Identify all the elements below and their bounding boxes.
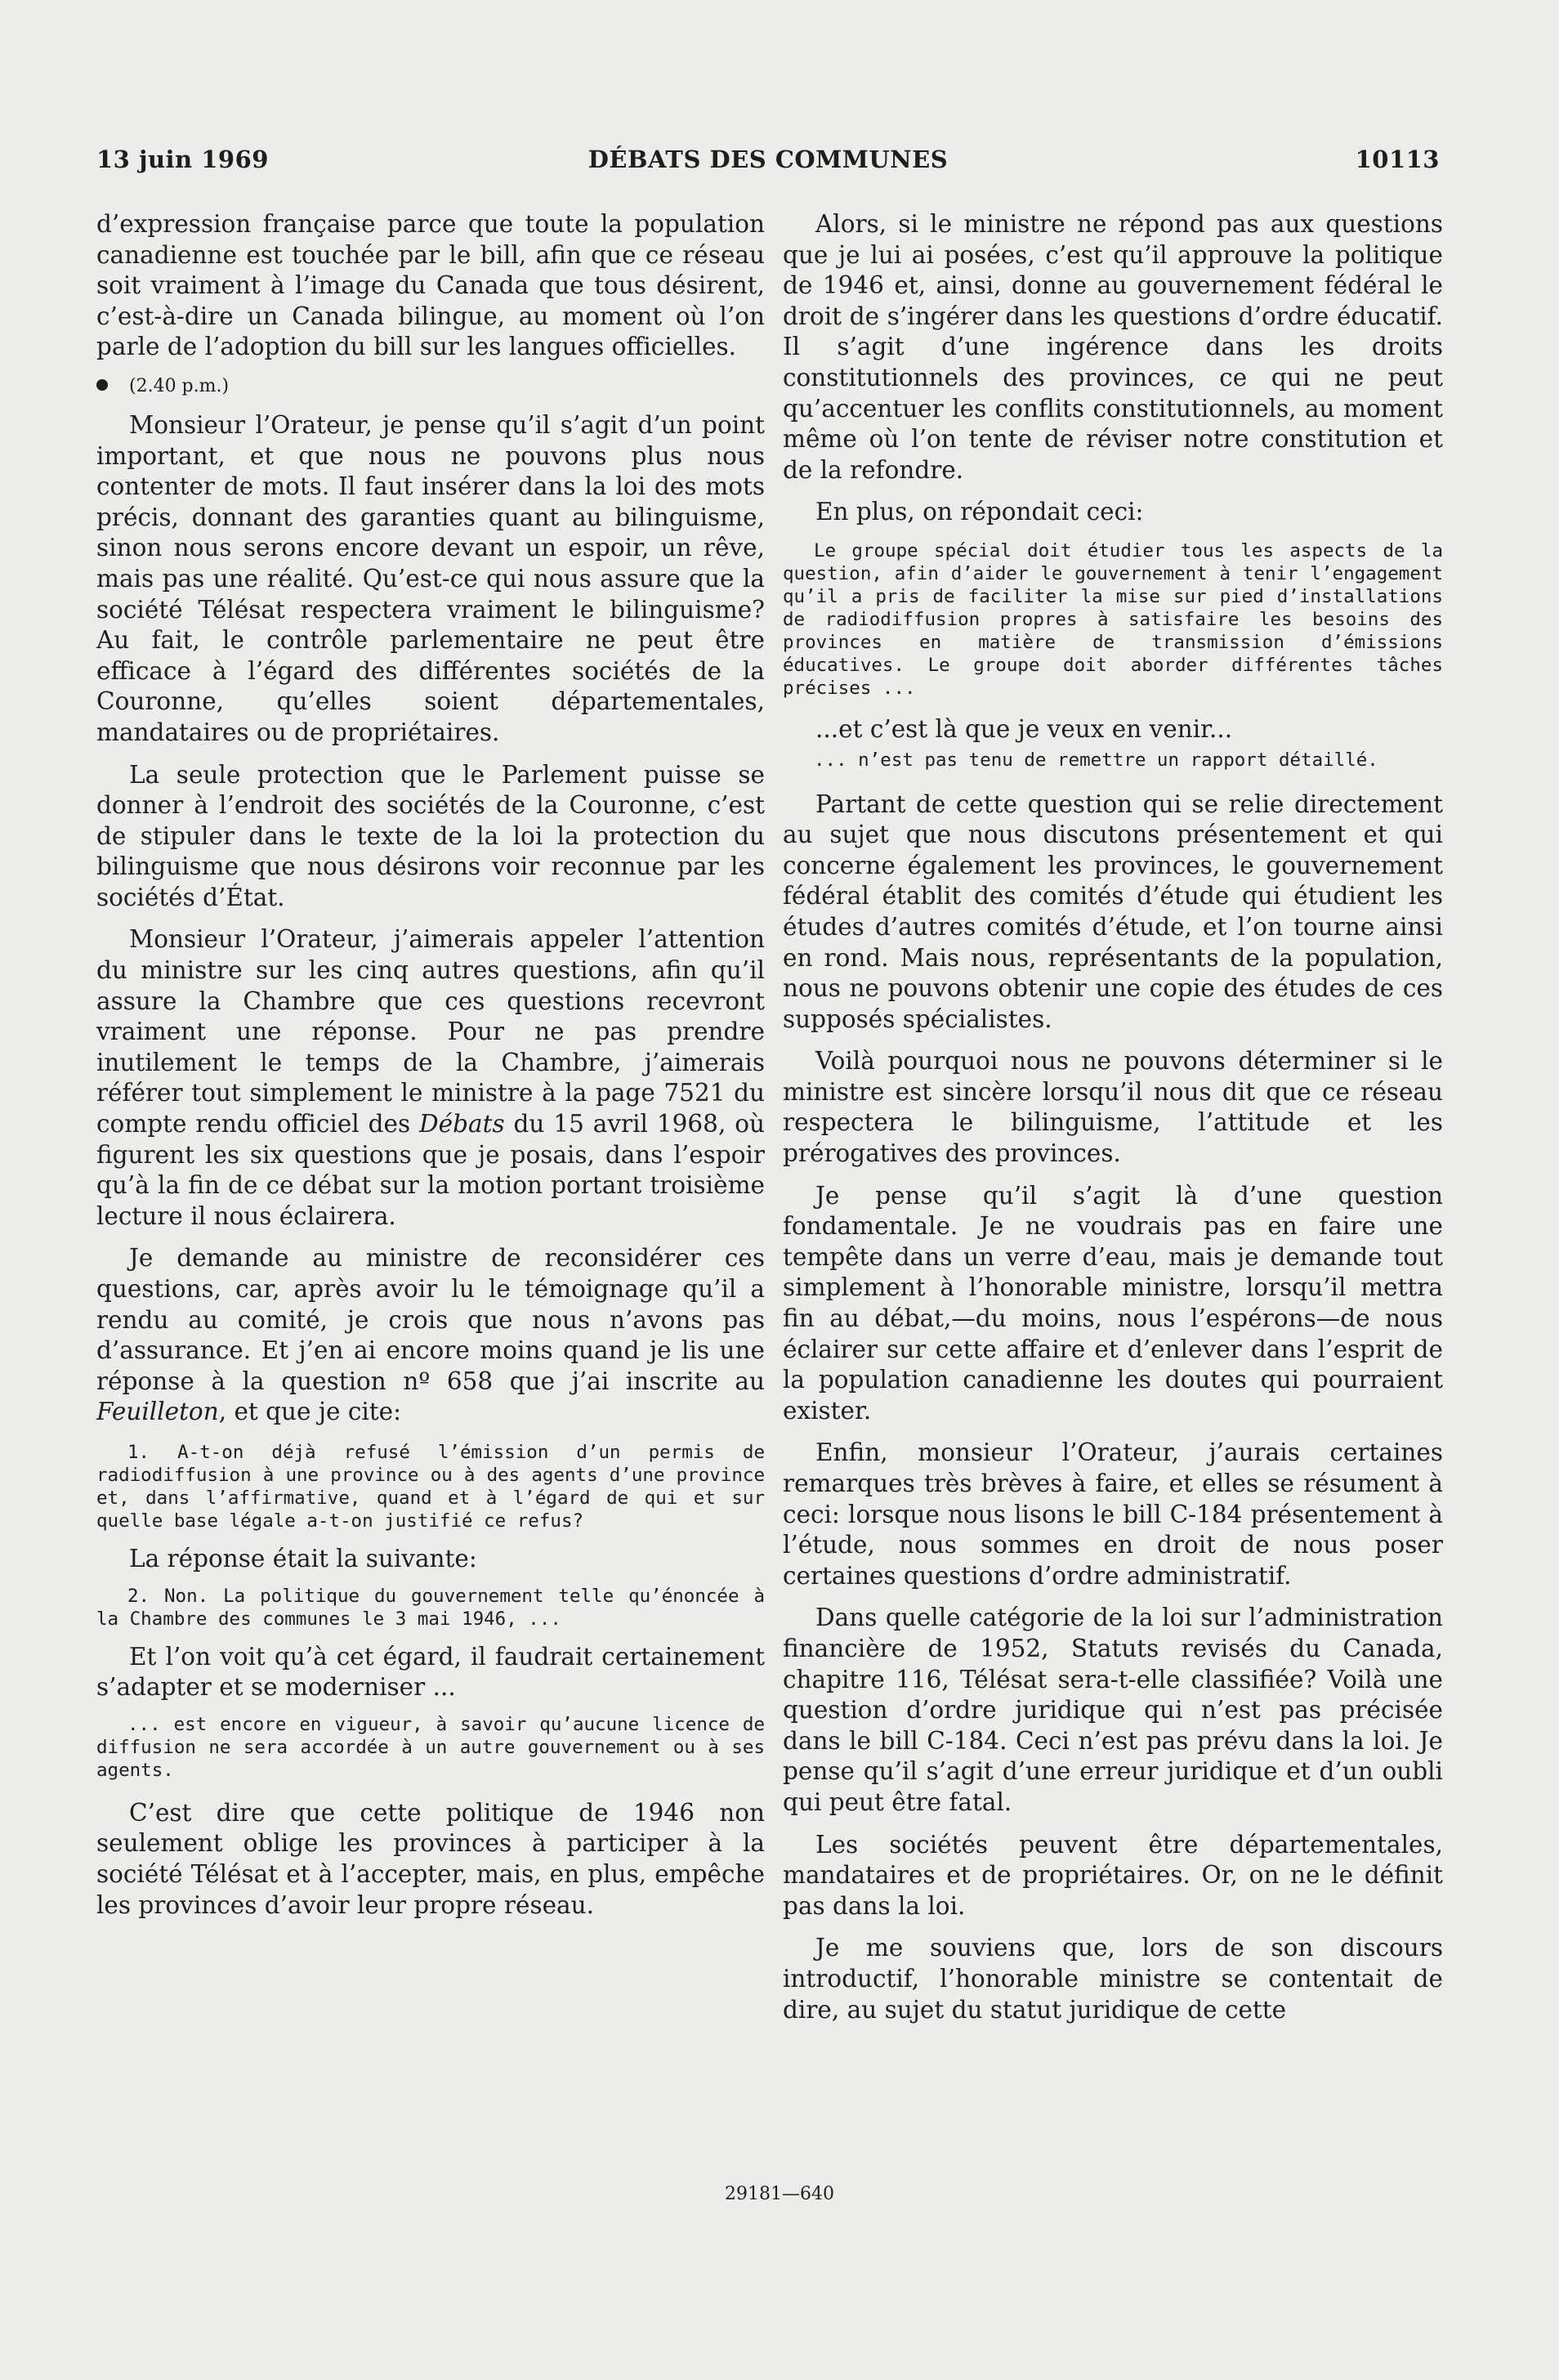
paragraph: ...et c’est là que je veux en venir... bbox=[815, 714, 1233, 743]
left-column bbox=[96, 209, 765, 1921]
paragraph: C’est dire que cette politique de 1946 non seulement oblige les provinces à participer à la société Télésat et à l’accepter, mais, en plus, empêche les provinces d’avoir leur propre réseau. bbox=[96, 1798, 765, 1919]
paragraph: Et l’on voit qu’à cet égard, il faudrait certainement s’adapter et se moderniser ... bbox=[96, 1642, 765, 1702]
paragraph: Enfin, monsieur l’Orateur, j’aurais certaines remarques très brèves à faire, et elles se résument à ceci: lorsque nous lisons le bill C-184 présentement à l’étude, nous sommes en droit de nous poser certaines questions d’ordre administratif. bbox=[783, 1438, 1443, 1590]
right-column bbox=[783, 209, 1443, 2025]
italic-run: Feuilleton bbox=[96, 1398, 219, 1426]
text-run: Monsieur l’Orateur, j’aimerais appeler l’attention du ministre sur les cinq autres questions, afin qu’il assure la Chambre que ces questions recevront vraiment une réponse. Pour ne pas prendre inutilement le temps de la Chambre, j’aimerais référer tout simplement le ministre à la page 7521 du compte rendu officiel des bbox=[96, 925, 765, 1139]
quotation: 1. A-t-on déjà refusé l’émission d’un permis de radiodiffusion à une province ou à des agents d’une province et, dans l’affirmative, quand et à l’égard de qui et sur quelle base légale a-t-on justifié ce refus? bbox=[96, 1441, 765, 1532]
time-text: (2.40 p.m.) bbox=[129, 375, 230, 396]
paragraph: Je me souviens que, lors de son discours introductif, l’honorable ministre se contentait de dire, au sujet du statut juridique de cette bbox=[783, 1934, 1443, 2024]
paragraph: Partant de cette question qui se relie directement au sujet que nous discutons présentement et qui concerne également les provinces, le gouvernement fédéral établit des comités d’étude qui étudient les études d’autres comités d’étude, et l’on tourne ainsi en rond. Mais nous, représentants de la population, nous ne pouvons obtenir une copie des études de ces supposés spécialistes. bbox=[783, 790, 1443, 1033]
text-run: , et que je cite: bbox=[218, 1398, 402, 1426]
header-date: 13 juin 1969 bbox=[96, 145, 269, 173]
page-header bbox=[96, 145, 1440, 183]
paragraph bbox=[96, 924, 765, 1232]
quotation: 2. Non. La politique du gouvernement telle qu’énoncée à la Chambre des communes le 3 mai 1946, ... bbox=[96, 1585, 765, 1630]
quotation: Le groupe spécial doit étudier tous les aspects de la question, afin d’aider le gouvernement à tenir l’engagement qu’il a pris de faciliter la mise sur pied d’installations de radiodiffusion propres à satisfaire les besoins des provinces en matière de transmission d’émissions éducatives. Le groupe doit aborder différentes tâches précises ... bbox=[783, 539, 1443, 699]
paragraph: Monsieur l’Orateur, je pense qu’il s’agit d’un point important, et que nous ne pouvons plus nous contenter de mots. Il faut insérer dans la loi des mots précis, donnant des garanties quant au bilinguisme, sinon nous serons encore devant un espoir, un rêve, mais pas une réalité. Qu’est-ce qui nous assure que la société Télésat respectera vraiment le bilinguisme? Au fait, le contrôle parlementaire ne peut être efficace à l’égard des différentes sociétés de la Couronne, qu’elles soient départementales, mandataires ou de propriétaires. bbox=[96, 410, 765, 746]
paragraph bbox=[96, 1243, 765, 1428]
quotation: ... n’est pas tenu de remettre un rapport détaillé. bbox=[814, 749, 1378, 771]
paragraph: Les sociétés peuvent être départementales, mandataires et de propriétaires. Or, on ne le définit pas dans la loi. bbox=[783, 1830, 1443, 1920]
paragraph: La réponse était la suivante: bbox=[129, 1544, 477, 1572]
text-run: du 15 avril 1968, où figurent les six questions que je posais, dans l’espoir qu’à la fin de ce débat sur la motion portant troisième lecture il nous éclairera. bbox=[96, 1110, 765, 1230]
paragraph: La seule protection que le Parlement puisse se donner à l’endroit des sociétés de la Couronne, c’est de stipuler dans le texte de la loi la protection du bilinguisme que nous désirons voir reconnue par les sociétés d’État. bbox=[96, 760, 765, 911]
italic-run: Débats bbox=[419, 1110, 505, 1139]
paragraph: d’expression française parce que toute la population canadienne est touchée par le bill, afin que ce réseau soit vraiment à l’image du Canada que tous désirent, c’est-à-dire un Canada bilingue, au moment où l’on parle de l’adoption du bill sur les langues officielles. bbox=[96, 210, 765, 361]
paragraph: Voilà pourquoi nous ne pouvons déterminer si le ministre est sincère lorsqu’il nous dit que ce réseau respectera le bilinguisme, l’attitude et les prérogatives des provinces. bbox=[783, 1047, 1443, 1168]
paragraph: Alors, si le ministre ne répond pas aux questions que je lui ai posées, c’est qu’il approuve la politique de 1946 et, ainsi, donne au gouvernement fédéral le droit de s’ingérer dans les questions d’ordre éducatif. Il s’agit d’une ingérence dans les droits constitutionnels des provinces, ce qui ne peut qu’accentuer les conflits constitutionnels, au moment même où l’on tente de réviser notre constitution et de la refondre. bbox=[783, 210, 1443, 484]
bullet-icon bbox=[96, 379, 108, 391]
paragraph: Je pense qu’il s’agit là d’une question fondamentale. Je ne voudrais pas en faire une tempête dans un verre d’eau, mais je demande tout simplement à l’honorable ministre, lorsqu’il mettra fin au débat,—du moins, nous l’espérons—de nous éclairer sur cette affaire et d’enlever dans l’esprit de la population canadienne les doutes qui pourraient exister. bbox=[783, 1181, 1443, 1425]
paragraph: En plus, on répondait ceci: bbox=[815, 498, 1144, 526]
header-page-number: 10113 bbox=[1355, 145, 1440, 173]
paragraph: Dans quelle catégorie de la loi sur l’administration financière de 1952, Statuts revisés du Canada, chapitre 116, Télésat sera-t-elle classifiée? Voilà une question d’ordre juridique qui n’est pas précisée dans le bill C-184. Ceci n’est pas prévu dans la loi. Je pense qu’il s’agit d’une erreur juridique et d’un oubli qui peut être fatal. bbox=[783, 1604, 1443, 1816]
text-run: Je demande au ministre de reconsidérer ces questions, car, après avoir lu le témoignage qu’il a rendu au comité, je crois que nous n’avons pas d’assurance. Et j’en ai encore moins quand je lis une réponse à la question nº 658 que j’ai inscrite au bbox=[96, 1244, 765, 1395]
time-stamp bbox=[96, 374, 765, 399]
quotation: ... est encore en vigueur, à savoir qu’aucune licence de diffusion ne sera accordée à un autre gouvernement ou à ses agents. bbox=[96, 1713, 765, 1781]
header-title: DÉBATS DES COMMUNES bbox=[587, 145, 949, 173]
page-footer: 29181—640 bbox=[725, 2184, 834, 2204]
